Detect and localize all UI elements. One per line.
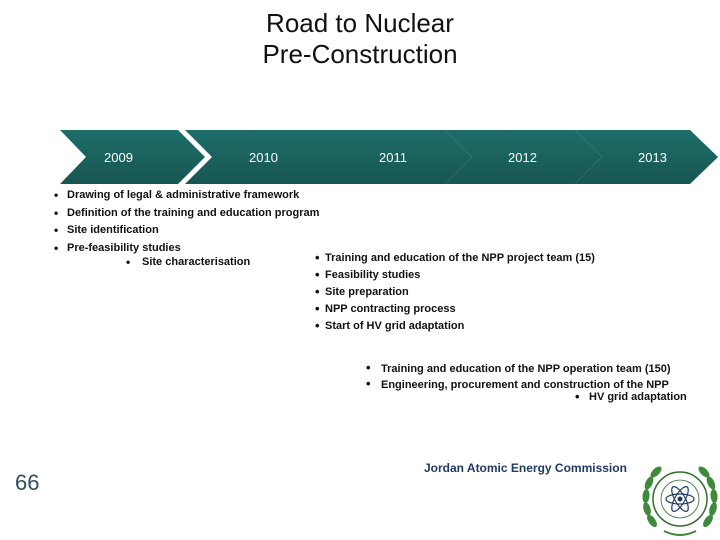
phase-1-activities (52, 187, 319, 257)
phase-2-activities (315, 250, 595, 335)
phase-2-item: • NPP contracting process (315, 301, 595, 318)
title-line-2: Pre-Construction (262, 39, 458, 69)
phase-1-sub-item: Site characterisation (142, 256, 251, 268)
phase-3-activities (364, 361, 671, 393)
phase-1-item: • Pre-feasibility studies (52, 240, 319, 258)
phase-3-item: • Engineering, procurement and construction of the NPP (364, 377, 671, 393)
phase-1-item: • Site identification (52, 222, 319, 240)
bullet-icon: • (575, 389, 580, 404)
jaec-logo-icon (640, 455, 720, 540)
phase-2-item: • Training and education of the NPP project team (15) (315, 250, 595, 267)
phase-1-item: • Drawing of legal & administrative framework (52, 187, 319, 205)
organization-name: Jordan Atomic Energy Commission (424, 461, 627, 475)
phase-1-item: • Definition of the training and education program (52, 205, 319, 223)
year-label-2009: 2009 (104, 150, 133, 165)
year-label-2013: 2013 (638, 150, 667, 165)
phase-3-sub-item: HV grid adaptation (589, 391, 687, 403)
year-label-2012: 2012 (508, 150, 537, 165)
phase-2-item: • Site preparation (315, 284, 595, 301)
slide-number: 66 (15, 470, 40, 495)
phase-1-sub-activity (126, 255, 251, 269)
phase-3-sub-activity (575, 389, 687, 404)
phase-2-item: • Feasibility studies (315, 267, 595, 284)
year-label-2010: 2010 (249, 150, 278, 165)
year-label-2011: 2011 (379, 150, 407, 165)
bullet-icon: • (126, 255, 131, 269)
title-line-1: Road to Nuclear (266, 8, 454, 38)
phase-2-item: • Start of HV grid adaptation (315, 318, 595, 335)
phase-3-item: • Training and education of the NPP operation team (150) (364, 361, 671, 377)
